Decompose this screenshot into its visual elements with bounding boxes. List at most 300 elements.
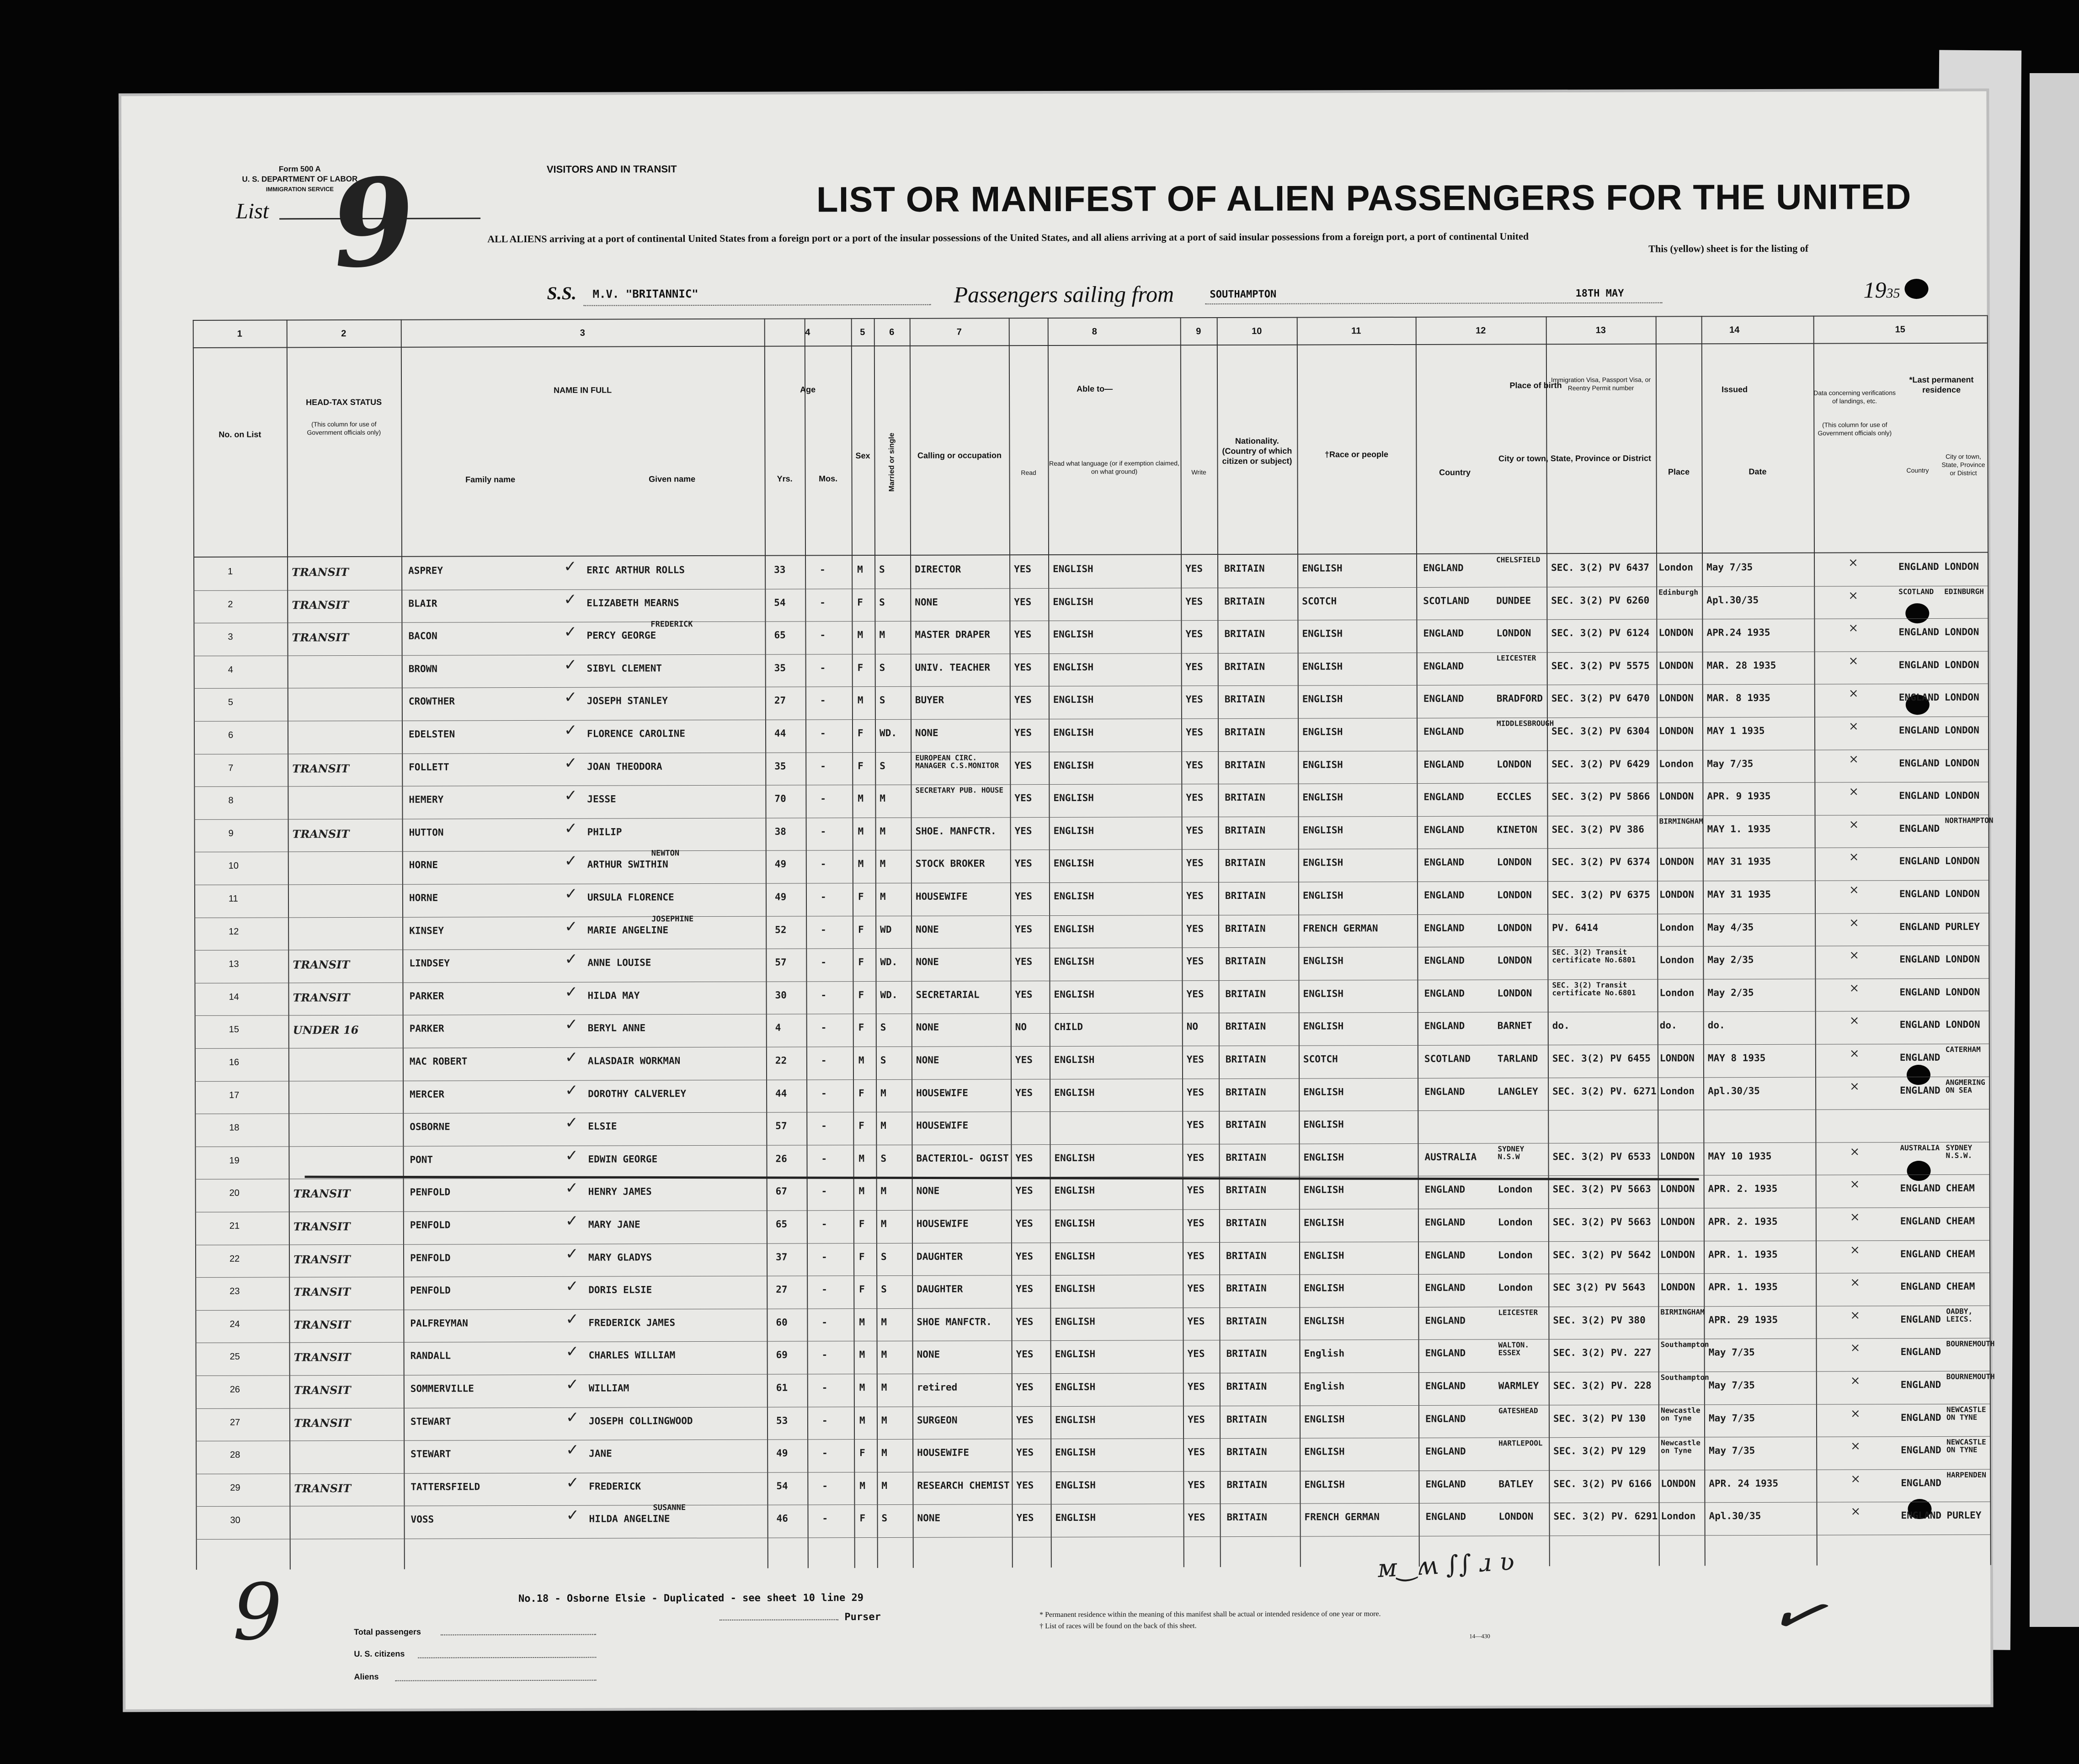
- head-tax-status: TRANSIT: [293, 990, 350, 1004]
- nationality: BRITAIN: [1226, 1086, 1266, 1098]
- birth-country: ENGLAND: [1423, 693, 1464, 705]
- race: English: [1304, 1348, 1345, 1359]
- us-citizens-dots: [418, 1657, 596, 1658]
- sex: F: [858, 1218, 865, 1230]
- race: ENGLISH: [1302, 628, 1343, 639]
- issued-place: LONDON: [1660, 1216, 1695, 1227]
- language: ENGLISH: [1054, 956, 1094, 967]
- birth-city: SYDNEY N.S.W: [1498, 1144, 1525, 1161]
- row-number: 28: [230, 1450, 240, 1460]
- check-mark: ✓: [1759, 1570, 1836, 1658]
- nationality: BRITAIN: [1225, 726, 1265, 738]
- row-number: 9: [228, 828, 234, 839]
- age-months: -: [821, 1153, 827, 1164]
- race: ENGLISH: [1304, 1249, 1344, 1261]
- marital-status: WD.: [880, 956, 898, 968]
- check-mark: ✓: [565, 1277, 579, 1296]
- residence-city: LONDON: [1945, 888, 1980, 899]
- aliens-label: Aliens: [354, 1672, 379, 1682]
- issued-date: Apl.30/35: [1709, 1510, 1761, 1522]
- aliens-dots: [395, 1680, 596, 1681]
- can-read: YES: [1016, 1479, 1034, 1491]
- language: ENGLISH: [1053, 596, 1093, 607]
- residence-country: SCOTLAND: [1898, 587, 1934, 596]
- residence-country: ENGLAND: [1899, 1019, 1940, 1031]
- family-name: PENFOLD: [410, 1285, 451, 1296]
- issued-place: Edinburgh: [1658, 587, 1698, 597]
- occupation: HOUSEWIFE: [915, 891, 968, 902]
- column-number: 12: [1476, 325, 1486, 336]
- race: ENGLISH: [1302, 563, 1343, 574]
- verification-x-mark: ×: [1850, 1439, 1860, 1453]
- residence-city: CHEAM: [1946, 1248, 1975, 1259]
- race: SCOTCH: [1302, 595, 1337, 607]
- birth-city: TARLAND: [1497, 1053, 1538, 1064]
- visa-number: SEC. 3(2) PV 6437: [1551, 562, 1650, 574]
- can-write: YES: [1185, 563, 1203, 574]
- header-write: Write: [1191, 468, 1206, 476]
- can-read: YES: [1016, 1283, 1034, 1295]
- visa-number: SEC. 3(2) PV 5642: [1553, 1249, 1652, 1260]
- can-write: YES: [1186, 727, 1204, 738]
- race: ENGLISH: [1302, 857, 1343, 868]
- row-number: 29: [230, 1482, 240, 1493]
- handwritten-signature: ᴍ‿ʍ ∫∫ ɹ ʋ: [1377, 1546, 1515, 1583]
- table-row: [195, 1240, 1989, 1277]
- age-months: -: [821, 1317, 828, 1328]
- occupation: NONE: [916, 1054, 939, 1066]
- family-name: STEWART: [410, 1416, 451, 1427]
- row-number: 25: [229, 1352, 240, 1362]
- sex: F: [858, 891, 864, 903]
- row-number: 19: [229, 1155, 240, 1166]
- issued-place: LONDON: [1660, 1249, 1695, 1260]
- family-name: RANDALL: [410, 1350, 451, 1362]
- verification-x-mark: ×: [1850, 1504, 1861, 1519]
- occupation: DAUGHTER: [917, 1251, 963, 1262]
- given-name: HILDA ANGELINE: [589, 1513, 670, 1525]
- given-name-addition: NEWTON: [651, 849, 680, 858]
- table-row: [195, 1273, 1989, 1310]
- race: ENGLISH: [1302, 661, 1343, 672]
- language: ENGLISH: [1055, 1414, 1096, 1425]
- issued-place: LONDON: [1659, 889, 1694, 900]
- birth-country: ENGLAND: [1423, 726, 1464, 737]
- age-months: -: [822, 1513, 828, 1524]
- occupation: retired: [917, 1381, 958, 1393]
- residence-country: ENGLAND: [1898, 659, 1940, 670]
- given-name: WILLIAM: [588, 1382, 629, 1394]
- age-years: 44: [775, 1088, 787, 1099]
- can-write: YES: [1186, 956, 1204, 967]
- nationality: BRITAIN: [1226, 1185, 1267, 1196]
- visa-number: do.: [1552, 1020, 1570, 1031]
- residence-city: BOURNEMOUTH: [1946, 1339, 1995, 1349]
- verification-x-mark: ×: [1848, 621, 1859, 635]
- visa-number: SEC. 3(2) PV 6455: [1552, 1052, 1651, 1064]
- residence-city: SYDNEY N.S.W.: [1946, 1143, 1972, 1160]
- header-head-tax: HEAD-TAX STATUS: [306, 397, 382, 407]
- table-row: [194, 684, 1988, 721]
- form-code: 14—430: [1469, 1632, 1490, 1640]
- nationality: BRITAIN: [1225, 759, 1265, 770]
- check-mark: ✓: [565, 1015, 578, 1034]
- given-name-addition: FREDERICK: [650, 620, 693, 629]
- family-name: PENFOLD: [410, 1252, 451, 1264]
- nationality: BRITAIN: [1224, 661, 1265, 672]
- birth-country: ENGLAND: [1423, 791, 1464, 803]
- issued-date: May 7/35: [1706, 562, 1753, 573]
- table-row: [194, 946, 1988, 983]
- verification-x-mark: ×: [1850, 1243, 1860, 1257]
- row-number: 26: [229, 1384, 240, 1395]
- can-write: YES: [1187, 1413, 1205, 1425]
- marital-status: S: [880, 1153, 887, 1164]
- race: ENGLISH: [1304, 1315, 1344, 1327]
- verification-x-mark: ×: [1848, 556, 1858, 570]
- given-name: URSULA FLORENCE: [587, 892, 674, 903]
- row-number: 14: [229, 992, 239, 1002]
- check-mark: ✓: [566, 1440, 579, 1459]
- language: ENGLISH: [1055, 1349, 1096, 1360]
- issued-place: LONDON: [1659, 1052, 1695, 1064]
- birth-city: DUNDEE: [1496, 595, 1531, 606]
- table-row: [195, 1142, 1989, 1179]
- birth-city: KINETON: [1497, 824, 1538, 835]
- underlying-sheet-edge: [2030, 73, 2079, 1627]
- issued-place: LONDON: [1660, 1281, 1695, 1293]
- verification-x-mark: ×: [1849, 1047, 1860, 1061]
- row-number: 18: [229, 1122, 240, 1133]
- birth-country: ENGLAND: [1425, 1445, 1466, 1457]
- given-name: MARY JANE: [588, 1219, 640, 1230]
- birth-country: ENGLAND: [1423, 562, 1464, 574]
- visa-number: SEC. 3(2) PV 6374: [1551, 856, 1650, 868]
- nationality: BRITAIN: [1225, 824, 1266, 836]
- birth-country: ENGLAND: [1424, 922, 1465, 934]
- issued-place: LONDON: [1658, 692, 1694, 704]
- age-years: 60: [776, 1317, 788, 1328]
- race: ENGLISH: [1302, 693, 1343, 705]
- age-years: 4: [775, 1022, 781, 1033]
- head-tax-status: TRANSIT: [293, 1383, 351, 1397]
- family-name: PONT: [410, 1154, 433, 1165]
- language: ENGLISH: [1055, 1381, 1096, 1393]
- can-read: YES: [1014, 825, 1032, 837]
- check-mark: ✓: [564, 688, 577, 707]
- race: ENGLISH: [1303, 988, 1344, 999]
- residence-country: ENGLAND: [1899, 724, 1940, 736]
- check-mark: ✓: [564, 852, 578, 871]
- nationality: BRITAIN: [1226, 1217, 1267, 1229]
- column-number: 5: [860, 327, 865, 338]
- nationality: BRITAIN: [1224, 595, 1265, 607]
- can-read: YES: [1014, 694, 1032, 706]
- issued-date: MAY 31 1935: [1707, 888, 1771, 900]
- header-residence-country: Country: [1906, 466, 1929, 474]
- birth-country: ENGLAND: [1424, 1086, 1465, 1097]
- table-row: [194, 913, 1988, 950]
- can-write: YES: [1188, 1512, 1205, 1523]
- race: FRENCH GERMAN: [1303, 922, 1378, 934]
- can-read: YES: [1016, 1414, 1034, 1425]
- marital-status: M: [881, 1381, 887, 1393]
- header-birth-country: Country: [1439, 468, 1471, 477]
- birth-city: LEICESTER: [1496, 654, 1536, 663]
- issued-date: MAR. 28 1935: [1706, 659, 1776, 671]
- language: ENGLISH: [1053, 890, 1094, 902]
- purser-label: Purser: [720, 1611, 881, 1623]
- can-read: YES: [1015, 923, 1033, 935]
- age-years: 37: [776, 1251, 788, 1263]
- birth-country: ENGLAND: [1424, 1184, 1466, 1195]
- issued-date: MAR. 8 1935: [1706, 692, 1770, 704]
- occupation: NONE: [916, 1185, 940, 1197]
- age-months: -: [821, 1218, 827, 1230]
- list-number: 9: [327, 150, 420, 296]
- residence-city: LONDON: [1945, 855, 1980, 867]
- marital-status: S: [880, 1054, 886, 1066]
- sex: F: [857, 662, 864, 673]
- nationality: BRITAIN: [1225, 890, 1266, 902]
- residence-country: ENGLAND: [1898, 692, 1940, 703]
- residence-country: ENGLAND: [1898, 561, 1939, 573]
- nationality: BRITAIN: [1226, 1413, 1267, 1425]
- given-name: ALASDAIR WORKMAN: [587, 1055, 681, 1067]
- can-read: YES: [1014, 792, 1032, 804]
- birth-city: LONDON: [1496, 627, 1531, 639]
- age-months: -: [821, 1382, 828, 1393]
- check-mark: ✓: [564, 622, 577, 642]
- sailing-year: 1935: [1863, 277, 1900, 303]
- header-yrs: Yrs.: [777, 474, 793, 484]
- nationality: BRITAIN: [1225, 857, 1266, 869]
- sailing-from-label: Passengers sailing from: [954, 281, 1174, 308]
- language: ENGLISH: [1055, 1250, 1095, 1262]
- race: FRENCH GERMAN: [1304, 1511, 1380, 1523]
- family-name: EDELSTEN: [409, 728, 455, 740]
- issued-date: May 4/35: [1707, 921, 1754, 933]
- sex: F: [858, 924, 864, 935]
- residence-city: BOURNEMOUTH: [1946, 1372, 1995, 1381]
- birth-city: LONDON: [1497, 856, 1532, 868]
- residence-country: ENGLAND: [1901, 1445, 1941, 1456]
- sex: F: [858, 1120, 864, 1132]
- row-number: 20: [229, 1188, 240, 1199]
- given-name: ELIZABETH MEARNS: [586, 597, 679, 609]
- birth-city: LONDON: [1497, 758, 1532, 770]
- head-tax-status: TRANSIT: [292, 565, 349, 579]
- verification-x-mark: ×: [1849, 818, 1859, 832]
- visa-number: SEC. 3(2) PV 6166: [1553, 1478, 1652, 1489]
- row-number: 15: [229, 1025, 240, 1035]
- head-tax-status: TRANSIT: [292, 827, 350, 841]
- table-row: [196, 1502, 1990, 1539]
- language: ENGLISH: [1055, 1512, 1096, 1524]
- header-calling: Calling or occupation: [917, 451, 1002, 460]
- issued-place: LONDON: [1659, 725, 1694, 737]
- age-years: 27: [774, 695, 786, 707]
- marital-status: S: [881, 1284, 887, 1295]
- table-header-rule: [193, 343, 1987, 348]
- race: ENGLISH: [1304, 1479, 1345, 1490]
- header-family-name: Family name: [465, 475, 516, 484]
- column-number: 4: [805, 327, 810, 338]
- nationality: BRITAIN: [1226, 1250, 1267, 1261]
- header-issued: Issued: [1722, 385, 1748, 394]
- nationality: BRITAIN: [1226, 1479, 1267, 1490]
- can-write: YES: [1187, 1283, 1205, 1294]
- manifest-sheet: [121, 91, 1995, 1710]
- given-name: DOROTHY CALVERLEY: [588, 1088, 687, 1100]
- family-name: HORNE: [409, 859, 438, 871]
- issued-date: APR. 9 1935: [1707, 791, 1771, 802]
- verification-x-mark: ×: [1850, 1374, 1860, 1388]
- language: ENGLISH: [1053, 760, 1094, 771]
- birth-country: ENGLAND: [1423, 759, 1464, 770]
- marital-status: M: [880, 891, 886, 903]
- visa-number: SEC. 3(2) PV 130: [1553, 1413, 1646, 1424]
- family-name: BACON: [408, 630, 437, 642]
- birth-country: AUSTRALIA: [1424, 1151, 1477, 1163]
- given-name: ARTHUR SWITHIN: [587, 859, 668, 871]
- age-years: 35: [774, 760, 786, 772]
- table-row: [195, 1305, 1989, 1342]
- marital-status: M: [880, 825, 886, 837]
- given-name: SIBYL CLEMENT: [586, 663, 662, 674]
- nationality: BRITAIN: [1225, 988, 1266, 999]
- row-number: 3: [228, 632, 233, 642]
- sex: M: [858, 1185, 865, 1197]
- birth-city: LONDON: [1498, 1511, 1534, 1522]
- age-years: 44: [774, 728, 786, 739]
- table-row: [194, 847, 1988, 884]
- verification-x-mark: ×: [1850, 1341, 1860, 1355]
- check-mark: ✓: [565, 1146, 579, 1165]
- marital-status: S: [880, 760, 885, 771]
- residence-city: LONDON: [1944, 692, 1979, 703]
- can-write: YES: [1185, 694, 1203, 705]
- birth-city: LANGLEY: [1498, 1085, 1538, 1097]
- marital-status: S: [881, 1251, 887, 1262]
- column-number: 11: [1351, 326, 1361, 336]
- check-mark: ✓: [564, 819, 578, 838]
- issued-date: Apl.30/35: [1708, 1085, 1760, 1096]
- age-months: -: [821, 924, 826, 935]
- column-number: 10: [1252, 326, 1262, 336]
- birth-country: ENGLAND: [1423, 660, 1464, 672]
- column-number: 13: [1595, 325, 1606, 335]
- age-years: 65: [774, 629, 786, 641]
- row-number: 10: [228, 861, 239, 871]
- column-number: 6: [889, 327, 895, 337]
- birth-city: London: [1498, 1249, 1533, 1261]
- issued-date: APR. 2. 1935: [1708, 1183, 1778, 1195]
- birth-country: ENGLAND: [1425, 1315, 1466, 1326]
- residence-country: ENGLAND: [1899, 757, 1940, 769]
- birth-country: ENGLAND: [1424, 1217, 1466, 1228]
- given-name: JOSEPH STANLEY: [586, 695, 668, 707]
- residence-city: LONDON: [1944, 561, 1979, 572]
- race: ENGLISH: [1303, 1086, 1344, 1098]
- sex: F: [858, 728, 864, 739]
- birth-country: ENGLAND: [1425, 1249, 1466, 1261]
- issued-place: London: [1659, 758, 1694, 770]
- age-months: -: [820, 891, 826, 903]
- sex: M: [858, 1153, 865, 1164]
- can-read: YES: [1014, 858, 1032, 869]
- occupation: NONE: [917, 1349, 940, 1360]
- nationality: BRITAIN: [1224, 694, 1265, 705]
- table-row: [195, 1044, 1989, 1081]
- check-mark: ✓: [564, 884, 578, 903]
- age-months: -: [821, 1349, 828, 1360]
- row-number: 17: [229, 1090, 240, 1100]
- header-last-residence: *Last permanent residence: [1909, 375, 1974, 395]
- race: ENGLISH: [1304, 1446, 1345, 1457]
- head-tax-status: TRANSIT: [292, 598, 349, 611]
- issued-date: do.: [1707, 1020, 1725, 1031]
- row-number: 16: [229, 1057, 240, 1068]
- row-number: 12: [229, 926, 239, 937]
- table-row: [195, 1011, 1989, 1048]
- given-name: HENRY JAMES: [588, 1186, 652, 1198]
- can-write: YES: [1185, 628, 1203, 640]
- check-mark: ✓: [564, 754, 577, 772]
- sex: M: [859, 1349, 865, 1360]
- issued-place: Newcastle on Tyne: [1661, 1438, 1701, 1455]
- issued-place: LONDON: [1661, 1478, 1696, 1489]
- visa-number: SEC. 3(2) PV 6533: [1552, 1151, 1651, 1162]
- visa-number: SEC. 3(2) PV 5663: [1552, 1183, 1651, 1195]
- row-number: 27: [229, 1417, 240, 1428]
- age-years: 57: [775, 1120, 787, 1132]
- table-row: [194, 717, 1988, 754]
- occupation: HOUSEWIFE: [917, 1447, 969, 1458]
- visa-number: SEC. 3(2) PV. 228: [1553, 1380, 1652, 1392]
- issued-place: LONDON: [1660, 1183, 1695, 1195]
- language: ENGLISH: [1054, 1054, 1095, 1066]
- birth-city: LONDON: [1497, 922, 1532, 934]
- residence-city: LONDON: [1945, 790, 1980, 802]
- given-name: FLORENCE CAROLINE: [587, 728, 686, 739]
- check-mark: ✓: [565, 1375, 579, 1394]
- issued-place: Newcastle on Tyne: [1660, 1405, 1701, 1423]
- marital-status: M: [880, 793, 886, 804]
- age-years: 49: [776, 1447, 788, 1459]
- check-mark: ✓: [564, 590, 577, 609]
- issued-date: May 7/35: [1709, 1445, 1755, 1456]
- row-number: 7: [228, 763, 234, 773]
- visa-number: SEC. 3(2) PV 5663: [1552, 1216, 1651, 1228]
- occupation: STOCK BROKER: [915, 858, 985, 870]
- visa-number: PV. 6414: [1552, 922, 1599, 933]
- marital-status: WD.: [880, 727, 897, 739]
- age-months: -: [820, 695, 826, 706]
- issued-place: London: [1660, 1085, 1695, 1097]
- check-mark: ✓: [565, 1179, 579, 1198]
- marital-status: S: [879, 695, 885, 706]
- sex: M: [859, 1480, 866, 1491]
- issued-date: MAY 8 1935: [1707, 1052, 1766, 1064]
- language: ENGLISH: [1053, 792, 1094, 804]
- header-race: †Race or people: [1324, 450, 1389, 459]
- sex: F: [859, 1447, 865, 1459]
- nationality: BRITAIN: [1226, 1152, 1267, 1163]
- can-read: YES: [1016, 1381, 1034, 1393]
- race: ENGLISH: [1304, 1282, 1344, 1294]
- can-write: YES: [1186, 890, 1204, 902]
